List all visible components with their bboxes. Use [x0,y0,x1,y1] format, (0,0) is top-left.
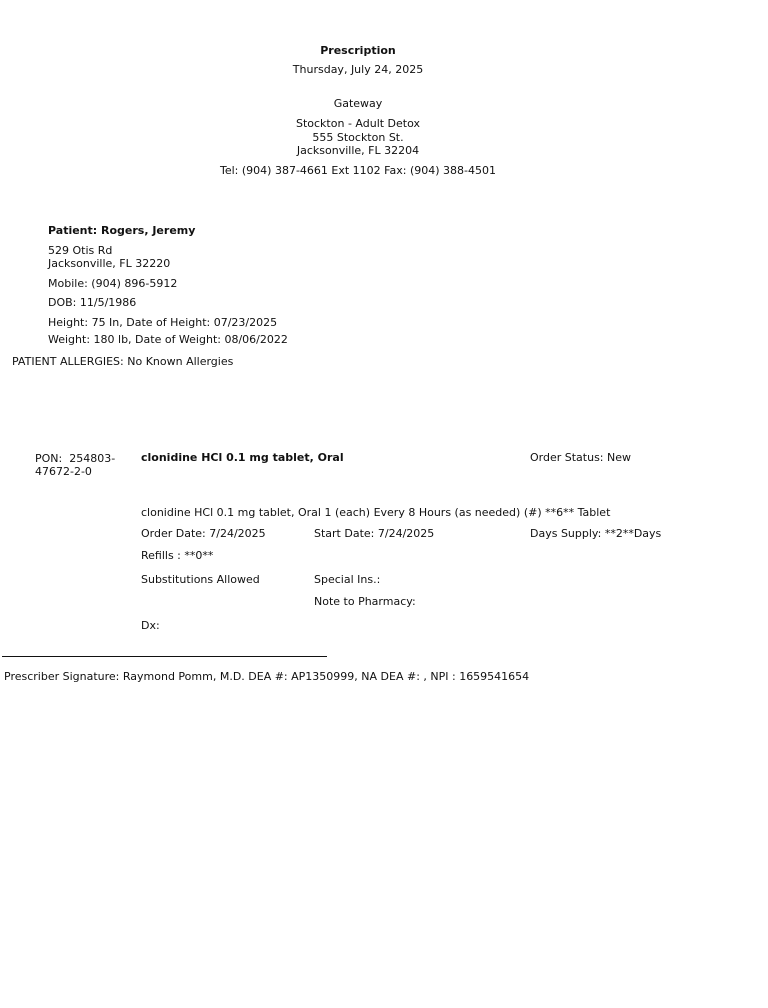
pon-number [35,452,135,478]
organization-name: Gateway [333,97,383,110]
document-date: Thursday, July 24, 2025 [292,63,424,76]
order-status: Order Status: New [530,451,632,464]
facility-name: Stockton - Adult Detox [295,117,421,130]
order-date: Order Date: 7/24/2025 [141,527,266,540]
document-title: Prescription [320,44,396,57]
facility-city: Jacksonville, FL 32204 [296,144,420,157]
order-sig: clonidine HCl 0.1 mg tablet, Oral 1 (each) Every 8 Hours (as needed) (#) **6** Tablet [141,506,611,519]
prescriber-signature: Prescriber Signature: Raymond Pomm, M.D. DEA #: AP1350999, NA DEA #: , NPI : 1659541654 [4,670,530,683]
pon-line2: 47672-2-0 [35,465,92,478]
note-to-pharmacy: Note to Pharmacy: [314,595,416,608]
diagnosis: Dx: [141,619,160,632]
facility-contact: Tel: (904) 387-4661 Ext 1102 Fax: (904) 388-4501 [220,164,496,177]
patient-address-line1: 529 Otis Rd [48,244,113,257]
patient-allergies: PATIENT ALLERGIES: No Known Allergies [12,355,234,368]
pon-line1: PON: 254803- [35,452,116,465]
start-date: Start Date: 7/24/2025 [314,527,435,540]
patient-address-line2: Jacksonville, FL 32220 [48,257,171,270]
facility-street: 555 Stockton St. [312,131,404,144]
patient-weight: Weight: 180 lb, Date of Weight: 08/06/2022 [48,333,288,346]
drug-name: clonidine HCl 0.1 mg tablet, Oral [141,451,344,464]
patient-dob: DOB: 11/5/1986 [48,296,137,309]
refills: Refills : **0** [141,549,214,562]
patient-name: Patient: Rogers, Jeremy [48,224,196,237]
substitutions: Substitutions Allowed [141,573,260,586]
patient-height: Height: 75 In, Date of Height: 07/23/2025 [48,316,278,329]
special-instructions: Special Ins.: [314,573,381,586]
patient-mobile: Mobile: (904) 896-5912 [48,277,178,290]
days-supply: Days Supply: **2**Days [530,527,662,540]
signature-rule [2,656,327,657]
